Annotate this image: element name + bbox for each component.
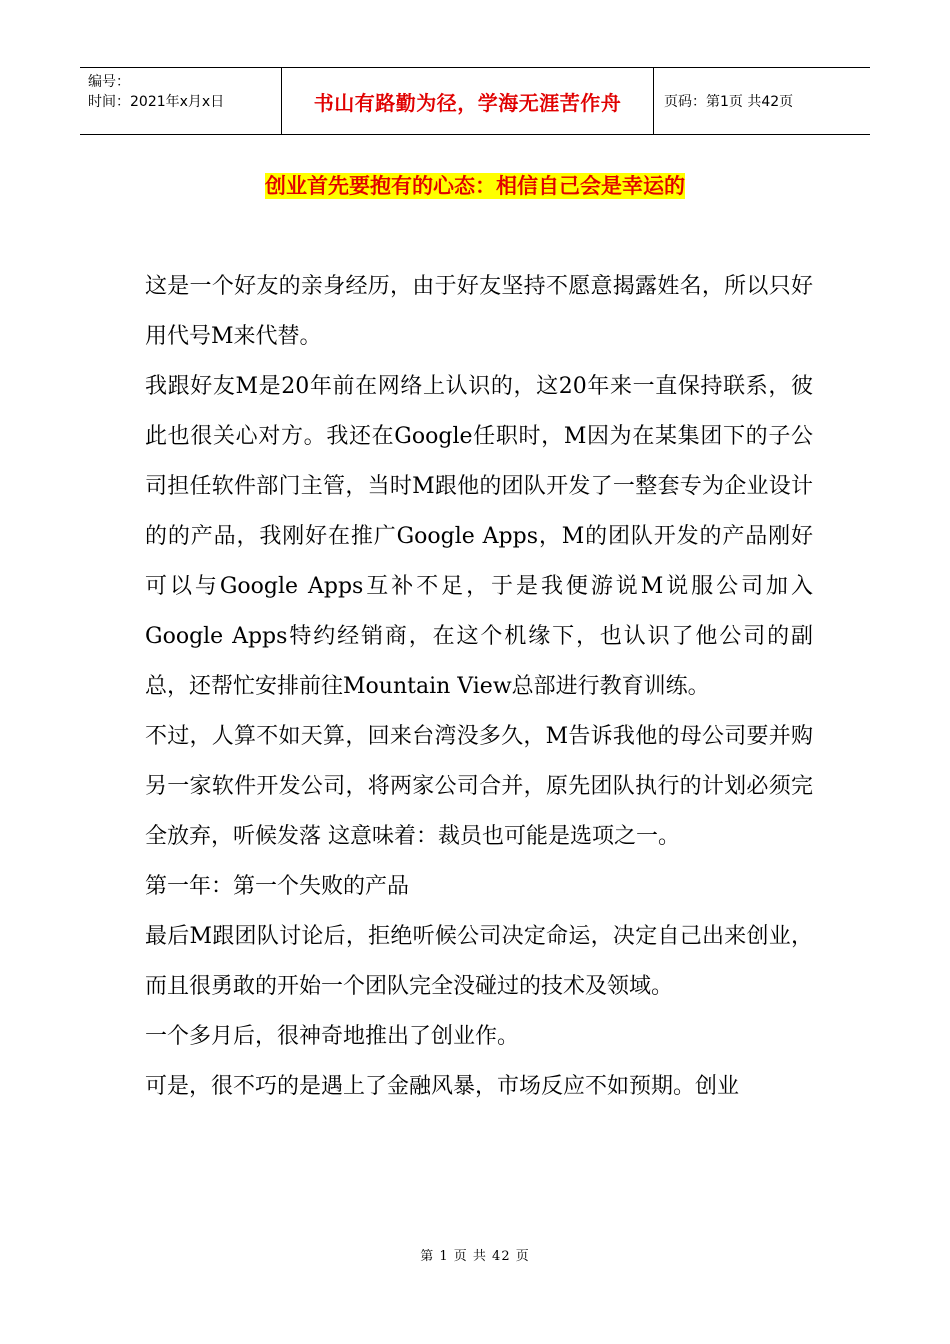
document-body (145, 262, 813, 1112)
paragraph: 这是一个好友的亲身经历，由于好友坚持不愿意揭露姓名，所以只好用代号M来代替。 (145, 274, 813, 349)
motto-text: 书山有路勤为径，学海无涯苦作舟 (313, 90, 622, 115)
paragraph: 可是，很不巧的是遇上了金融风暴，市场反应不如预期。创业 (145, 1074, 740, 1099)
paragraph: 我跟好友M是20年前在网络上认识的，这20年来一直保持联系，彼此也很关心对方。我还在Google任职时，M因为在某集团下的子公司担任软件部门主管，当时M跟他的团队开发了一整套专为企业设计的的产品，我刚好在推广Google Apps，M的团队开发的产品刚好可以与Google Apps互补不足，于是我便游说M说服公司加入Google Apps特约经销商，在这个机缘下，也认识了他公司的副总，还帮忙安排前往Mountain View总部进行教育训练。 (145, 374, 813, 699)
date-line: 时间：2021年x月x日 (88, 94, 225, 110)
serial-number-label: 编号： (88, 74, 130, 90)
page-footer (0, 1245, 950, 1264)
header-motto-cell (282, 68, 654, 134)
document-title-text: 创业首先要抱有的心态：相信自己会是幸运的 (265, 174, 685, 198)
footer-page-number: 第 1 页 共 42 页 (420, 1249, 530, 1264)
document-title (0, 170, 950, 200)
paragraph: 不过，人算不如天算，回来台湾没多久，M告诉我他的母公司要并购另一家软件开发公司，将两家公司合并，原先团队执行的计划必须完全放弃，听候发落 这意味着：裁员也可能是选项之一。 (145, 724, 813, 849)
header-page-cell (654, 68, 870, 134)
section-heading: 第一年：第一个失败的产品 (145, 874, 410, 899)
header-table (80, 67, 870, 135)
paragraph: 最后M跟团队讨论后，拒绝听候公司决定命运，决定自己出来创业，而且很勇敢的开始一个团队完全没碰过的技术及领域。 (145, 924, 813, 999)
paragraph: 一个多月后，很神奇地推出了创业作。 (145, 1024, 520, 1049)
header-meta-cell (80, 68, 282, 134)
page-info: 页码：第1页 共42页 (664, 94, 794, 110)
